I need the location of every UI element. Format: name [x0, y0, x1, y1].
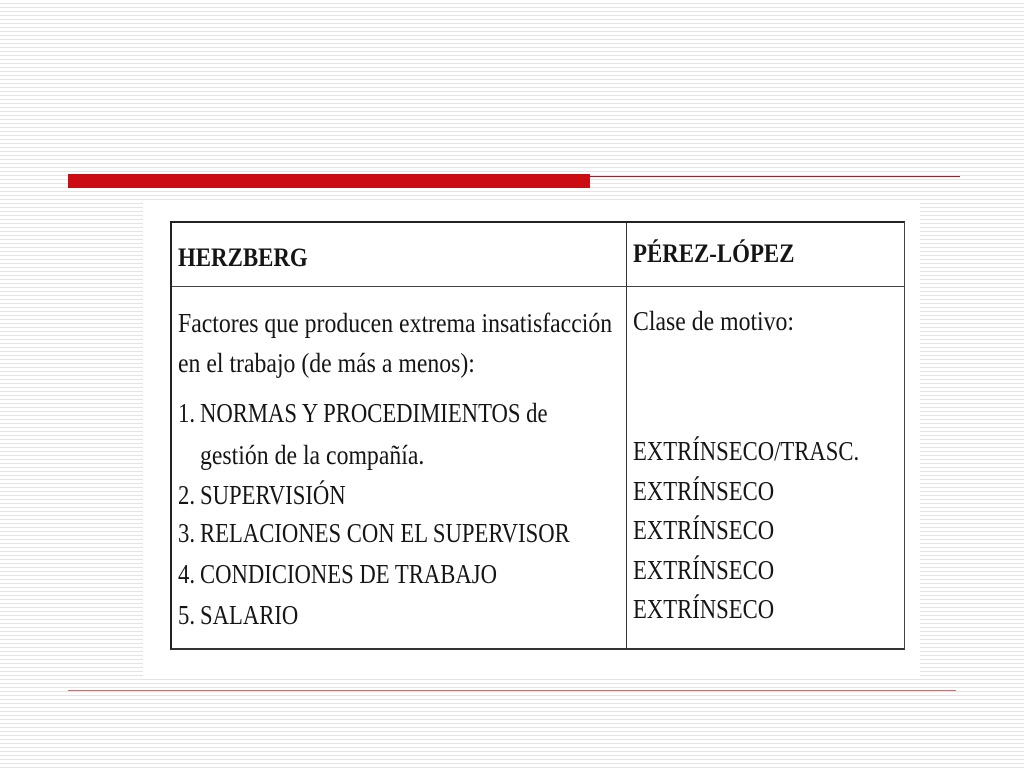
item-2-number: 2. [178, 480, 196, 510]
item-4-number: 4. [178, 559, 196, 589]
header-perez-lopez: PÉREZ-LÓPEZ [633, 239, 795, 268]
title-accent-bar [68, 174, 590, 188]
item-3-number: 3. [178, 518, 196, 548]
item-3-motive: EXTRÍNSECO [633, 515, 775, 545]
item-5-motive: EXTRÍNSECO [633, 594, 775, 624]
right-intro: Clase de motivo: [633, 306, 795, 336]
title-accent-line [590, 176, 960, 177]
item-5-number: 5. [178, 600, 196, 630]
header-herzberg: HERZBERG [178, 243, 308, 272]
item-5-text: SALARIO [200, 600, 299, 630]
left-intro-line-1: Factores que producen extrema insatisfacción [178, 308, 613, 338]
item-2-text: SUPERVISIÓN [200, 480, 346, 510]
left-intro-line-2: en el trabajo (de más a menos): [178, 348, 475, 378]
item-1-number: 1. [178, 398, 196, 428]
header-divider [172, 286, 904, 287]
footer-accent-line [68, 690, 956, 691]
item-4-motive: EXTRÍNSECO [633, 555, 775, 585]
item-2-motive: EXTRÍNSECO [633, 476, 775, 506]
item-4-text: CONDICIONES DE TRABAJO [200, 559, 497, 589]
item-1-text-line-1: NORMAS Y PROCEDIMIENTOS de [200, 398, 548, 428]
item-1-text-line-2: gestión de la compañía. [200, 440, 425, 470]
item-3-text: RELACIONES CON EL SUPERVISOR [200, 518, 570, 548]
item-1-motive: EXTRÍNSECO/TRASC. [633, 436, 860, 466]
